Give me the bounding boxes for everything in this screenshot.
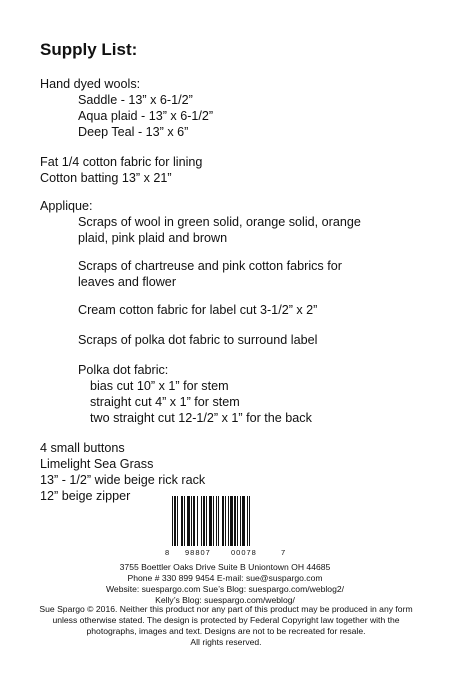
- barcode-bar: [213, 496, 214, 546]
- barcode-bar: [203, 496, 205, 546]
- blog-line: Kelly’s Blog: suespargo.com/weblog/: [155, 595, 295, 605]
- barcode-bar: [216, 496, 217, 546]
- list-item: Hand dyed wools:: [40, 77, 141, 91]
- barcode-bar: [209, 496, 212, 546]
- barcode-bar: [187, 496, 190, 546]
- list-item: Cotton batting 13” x 21”: [40, 171, 172, 185]
- list-item: Applique:: [40, 199, 93, 213]
- list-item: 12” beige zipper: [40, 489, 131, 503]
- barcode-bar: [184, 496, 185, 546]
- list-item: Scraps of polka dot fabric to surround label: [78, 333, 318, 347]
- barcode-digit-left: 8: [165, 548, 170, 557]
- barcode-digit-right: 7: [281, 548, 286, 557]
- copyright-notice: [36, 604, 416, 648]
- list-item: Scraps of chartreuse and pink cotton fabrics for leaves and flower: [78, 259, 342, 289]
- barcode-bar: [247, 496, 248, 546]
- website-line: Website: suespargo.com Sue’s Blog: suespargo.com/weblog2/: [105, 584, 345, 594]
- barcode: [172, 496, 278, 546]
- list-item: 13” - 1/2” wide beige rick rack: [40, 473, 206, 487]
- phone-email-line: Phone # 330 899 9454 E-mail: sue@suspargo.com: [127, 573, 323, 583]
- list-item: bias cut 10” x 1” for stem: [90, 379, 229, 393]
- list-item: straight cut 4” x 1” for stem: [90, 395, 240, 409]
- barcode-bar: [206, 496, 207, 546]
- barcode-bar: [249, 496, 250, 546]
- barcode-bar: [218, 496, 219, 546]
- list-item: 4 small buttons: [40, 441, 125, 455]
- barcode-bar: [230, 496, 233, 546]
- list-item: Saddle - 13” x 6-1/2”: [78, 93, 193, 107]
- barcode-bar: [240, 496, 241, 546]
- barcode-bar: [234, 496, 236, 546]
- barcode-bar: [193, 496, 195, 546]
- page-title: Supply List:: [40, 40, 138, 59]
- copyright-text: Sue Spargo © 2016. Neither this product nor any part of this product may be produced in any form unless otherwise stated. The design is protected by Federal Copyright law together with the photographs, images and text. Designs are not to be recreated for resale.: [39, 604, 413, 636]
- list-item: Scraps of wool in green solid, orange solid, orange plaid, pink plaid and brown: [78, 215, 361, 245]
- barcode-bar: [191, 496, 192, 546]
- address-line: 3755 Boettler Oaks Drive Suite B Uniontown OH 44685: [119, 562, 331, 572]
- list-item: Deep Teal - 13” x 6”: [78, 125, 189, 139]
- barcode-bar: [228, 496, 229, 546]
- barcode-digits-group2: 00078: [231, 548, 257, 557]
- barcode-digits-group1: 98807: [185, 548, 211, 557]
- list-item: Aqua plaid - 13” x 6-1/2”: [78, 109, 214, 123]
- barcode-bar: [172, 496, 173, 546]
- barcode-bar: [242, 496, 245, 546]
- barcode-bar: [225, 496, 226, 546]
- barcode-bar: [177, 496, 178, 546]
- list-item: Polka dot fabric:: [78, 363, 169, 377]
- barcode-bar: [181, 496, 183, 546]
- barcode-bar: [237, 496, 238, 546]
- rights-reserved: All rights reserved.: [190, 637, 262, 647]
- barcode-bar: [222, 496, 224, 546]
- list-item: Limelight Sea Grass: [40, 457, 154, 471]
- barcode-bar: [174, 496, 176, 546]
- barcode-bar: [201, 496, 202, 546]
- list-item: Cream cotton fabric for label cut 3-1/2” x 2”: [78, 303, 318, 317]
- list-item: two straight cut 12-1/2” x 1” for the back: [90, 411, 312, 425]
- list-item: Fat 1/4 cotton fabric for lining: [40, 155, 203, 169]
- barcode-bar: [197, 496, 198, 546]
